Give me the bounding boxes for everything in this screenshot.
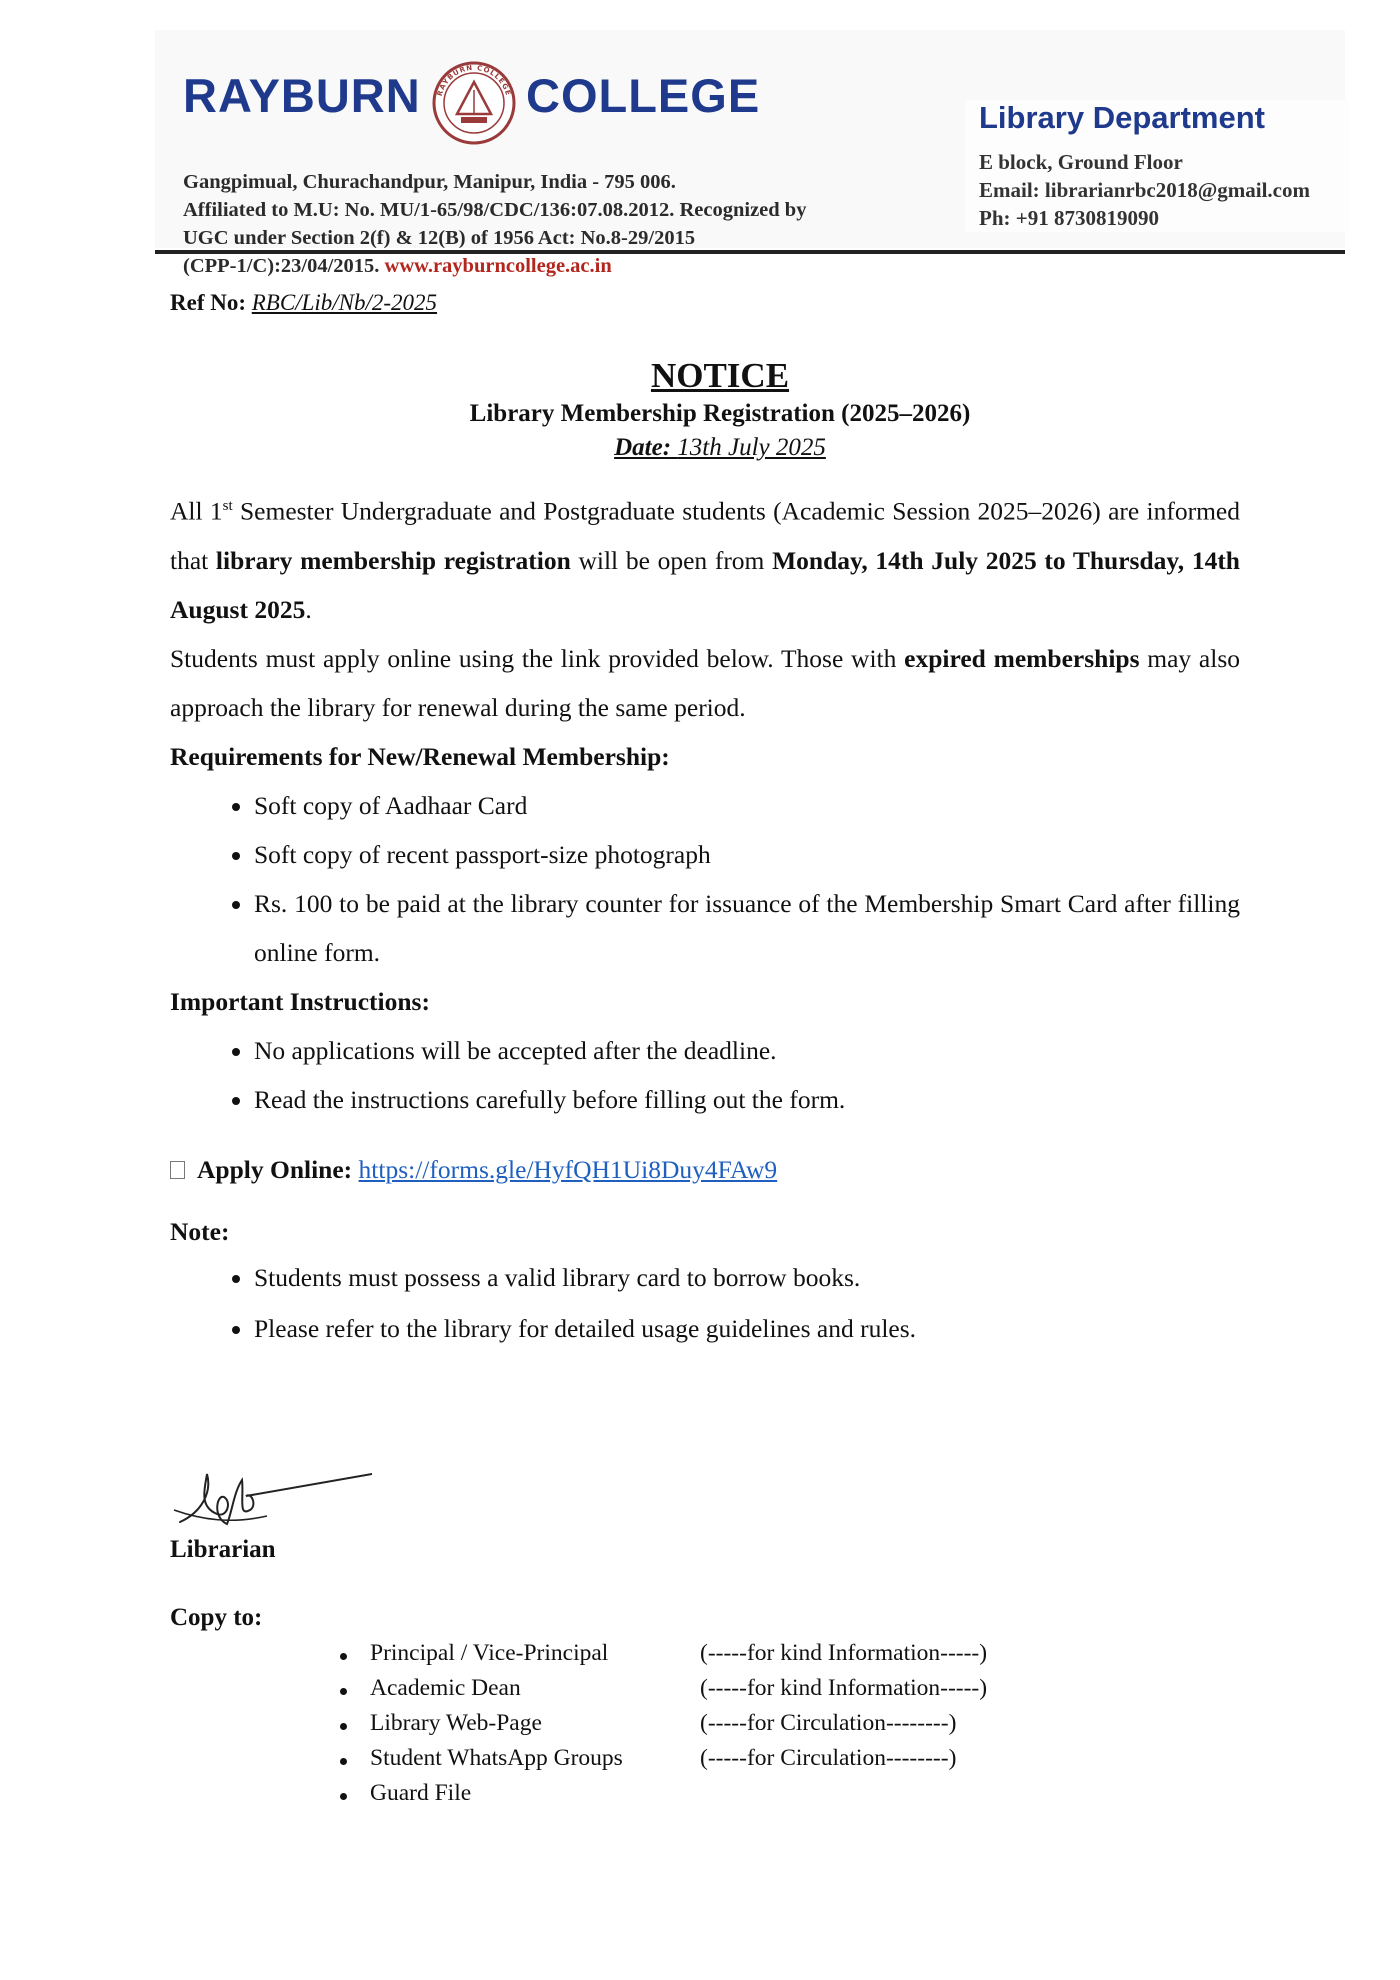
copy-to-item: [340, 1675, 1100, 1710]
recipient: Library Web-Page: [370, 1710, 542, 1736]
note-heading: Note:: [170, 1216, 230, 1246]
college-address: [183, 168, 1003, 280]
recipient: Guard File: [370, 1780, 472, 1806]
bullet-icon: [340, 1688, 347, 1695]
apply-form-link[interactable]: https://forms.gle/HyfQH1Ui8Duy4FAw9: [358, 1154, 778, 1184]
bullet-icon: [340, 1793, 347, 1800]
copy-to-item: [340, 1710, 1100, 1745]
list-item: • Rs. 100 to be paid at the library counter for issuance of the Membership Smart Card after filling online form.: [254, 879, 1240, 977]
purpose: (-----for kind Information-----): [700, 1640, 988, 1666]
department-location: E block, Ground Floor: [979, 150, 1183, 174]
date-label: Date:: [614, 434, 672, 461]
college-name-word1: RAYBURN: [183, 69, 421, 122]
copy-to-item: [340, 1780, 1100, 1815]
intro-paragraph-1: All 1st Semester Undergraduate and Postgraduate students (Academic Session 2025–2026) are informed that library membership registration will be open from Monday, 14th July 2025 to Thursday, 14th August 2025.: [170, 496, 1241, 624]
college-seal-icon: [431, 60, 517, 146]
copy-to-heading: Copy to:: [170, 1604, 263, 1631]
department-block: [965, 100, 1349, 232]
purpose: (-----for Circulation--------): [700, 1745, 957, 1771]
college-name: [183, 60, 1003, 128]
intro-paragraphs: [170, 482, 1240, 732]
college-block: [183, 60, 1003, 280]
purpose: (-----for kind Information-----): [700, 1675, 988, 1701]
bullet-icon: [340, 1653, 347, 1660]
notice-body: [170, 290, 1240, 1354]
letterhead: [155, 30, 1345, 277]
notice-subtitle: Library Membership Registration (2025–2026): [469, 400, 971, 427]
address-line: UGC under Section 2(f) & 12(B) of 1956 Act: No.8-29/2015: [183, 227, 696, 249]
requirements-heading: Requirements for New/Renewal Membership:: [170, 741, 670, 771]
ref-value: RBC/Lib/Nb/2-2025: [251, 290, 438, 315]
list-item: • Read the instructions carefully before filling out the form.: [254, 1075, 1240, 1124]
intro-paragraph-2: Students must apply online using the link provided below. Those with expired memberships may also approach the library for renewal during the same period.: [170, 643, 1241, 722]
department-email: Email: librarianrbc2018@gmail.com: [979, 178, 1310, 202]
address-line-prefix: (CPP-1/C):23/04/2015.: [183, 255, 385, 277]
bullet-icon: [340, 1758, 347, 1765]
address-line: Gangpimual, Churachandpur, Manipur, India - 795 006.: [183, 171, 676, 193]
department-title: Library Department: [979, 100, 1265, 135]
instructions-list: [170, 1026, 1240, 1124]
date-value: 13th July 2025: [677, 434, 826, 461]
letterhead-divider: [155, 250, 1345, 254]
bullet-icon: [340, 1723, 347, 1730]
list-item: • Students must possess a valid library card to borrow books.: [254, 1252, 1240, 1303]
notice-date: [200, 434, 1240, 462]
recipient: Academic Dean: [370, 1675, 521, 1701]
placeholder-glyph-icon: [170, 1161, 185, 1179]
notice-title: NOTICE: [650, 356, 790, 395]
note-list: [170, 1252, 1240, 1354]
copy-to-item: [340, 1745, 1100, 1780]
college-name-word2: COLLEGE: [526, 69, 761, 122]
ref-label: Ref No:: [170, 290, 246, 315]
reference-number: [170, 290, 1240, 316]
college-website-link[interactable]: www.rayburncollege.ac.in: [384, 255, 612, 277]
list-item: • Please refer to the library for detailed usage guidelines and rules.: [254, 1303, 1240, 1354]
purpose: (-----for Circulation--------): [700, 1710, 957, 1736]
instructions-heading: Important Instructions:: [170, 986, 430, 1016]
librarian-signature: [172, 1462, 372, 1542]
recipient: Principal / Vice-Principal: [370, 1640, 609, 1666]
apply-label: Apply Online:: [197, 1154, 353, 1184]
apply-online: [170, 1150, 1240, 1190]
recipient: Student WhatsApp Groups: [370, 1745, 623, 1771]
address-line: Affiliated to M.U: No. MU/1-65/98/CDC/136:07.08.2012. Recognized by: [183, 199, 807, 221]
seal-text: RAYBURN COLLEGE: [435, 63, 513, 98]
copy-to-list: [340, 1640, 1100, 1815]
copy-to-item: [340, 1640, 1100, 1675]
list-item: • Soft copy of recent passport-size photograph: [254, 830, 1240, 879]
list-item: • No applications will be accepted after the deadline.: [254, 1026, 1240, 1075]
signer-title: Librarian: [170, 1536, 276, 1563]
address-line: [183, 252, 1003, 280]
list-item: • Soft copy of Aadhaar Card: [254, 781, 1240, 830]
department-phone: Ph: +91 8730819090: [979, 206, 1159, 230]
requirements-list: [170, 781, 1240, 977]
